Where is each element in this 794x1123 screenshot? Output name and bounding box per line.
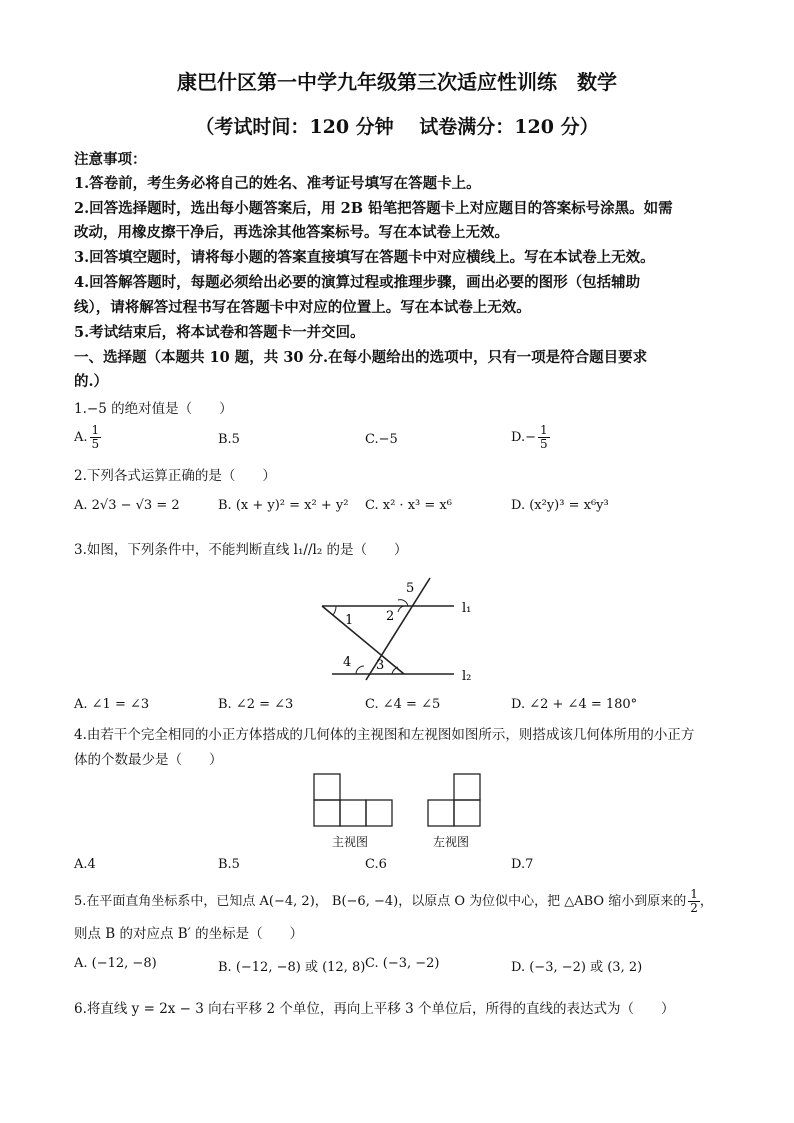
q1-option-d[interactable]: [511, 424, 550, 451]
q5-option-b[interactable]: B. (−12, −8) 或 (12, 8): [218, 960, 366, 975]
q5-stem-line2: 则点 B 的对应点 B′ 的坐标是（ ）: [74, 926, 304, 942]
note-2b: 改动，用橡皮擦干净后，再选涂其他答案标号。写在本试卷上无效。: [74, 224, 509, 241]
note-4a: 4.回答解答题时，每题必须给出必要的演算过程或推理步骤，画出必要的图形（包括辅助: [74, 274, 641, 291]
q1-stem: 1.−5 的绝对值是（ ）: [74, 401, 233, 417]
exam-subtitle: （考试时间：120 分钟 试卷满分：120 分）: [195, 116, 599, 138]
q1-d-num: 1: [539, 423, 548, 437]
q5-option-c[interactable]: C. (−3, −2): [365, 956, 440, 971]
left-view-cube: [428, 800, 454, 826]
q4-option-c[interactable]: C.6: [365, 857, 387, 872]
angle-5-arc: [398, 600, 408, 606]
angle-label-1: 1: [345, 613, 354, 628]
q4-stem-line1: 4.由若干个完全相同的小正方体搭成的几何体的主视图和左视图如图所示，则搭成该几何体所用的小正方: [74, 727, 695, 743]
q5-option-a[interactable]: A. (−12, −8): [74, 956, 157, 971]
q5-stem-line1: [74, 888, 713, 915]
note-3: 3.回答填空题时，请将每小题的答案直接填写在答题卡中对应横线上。写在本试卷上无效。: [74, 249, 655, 266]
q1-d-prefix: D.−: [511, 430, 536, 445]
q1-a-prefix: A.: [74, 430, 88, 445]
q2-option-a[interactable]: A. 2√3 − √3 = 2: [74, 498, 180, 513]
q1-option-b[interactable]: B.5: [218, 432, 240, 447]
left-view-cube: [454, 800, 480, 826]
q1-option-c[interactable]: C.−5: [365, 432, 398, 447]
front-view-cube: [340, 800, 366, 826]
angle-1-arc: [333, 606, 336, 615]
three-view-figure: [312, 772, 492, 832]
line-label-l2: l₂: [462, 669, 472, 684]
q4-option-b[interactable]: B.5: [218, 857, 240, 872]
angle-label-4: 4: [343, 655, 352, 670]
line-label-l1: l₁: [462, 601, 472, 616]
q3-option-c[interactable]: C. ∠4 = ∠5: [365, 697, 441, 712]
q2-option-b[interactable]: B. (x + y)² = x² + y²: [218, 498, 349, 513]
note-4b: 线），请将解答过程书写在答题卡中对应的位置上。写在本试卷上无效。: [74, 299, 531, 316]
q1-a-den: 5: [91, 437, 100, 451]
q2-option-c[interactable]: C. x² · x³ = x⁶: [365, 498, 452, 513]
q4-stem-line2: 体的个数最少是（ ）: [74, 752, 223, 768]
q5-stem-text: 5.在平面直角坐标系中，已知点 A(−4, 2)， B(−6, −4)，以原点 O 为位似中心，把 △ABO 缩小到原来的: [74, 894, 687, 909]
q4-option-a[interactable]: A.4: [74, 857, 96, 872]
parallel-lines-figure: [318, 572, 484, 686]
q4-option-d[interactable]: D.7: [511, 857, 534, 872]
q6-stem: 6.将直线 y = 2x − 3 向右平移 2 个单位，再向上平移 3 个单位后，所得的直线的表达式为（ ）: [74, 1001, 675, 1017]
angle-label-2: 2: [386, 609, 395, 624]
angle-label-3: 3: [376, 658, 385, 673]
q1-a-num: 1: [91, 423, 100, 437]
q3-stem: 3.如图，下列条件中，不能判断直线 l₁//l₂ 的是（ ）: [74, 542, 408, 558]
front-view-top-cube: [314, 774, 340, 800]
front-view-label: 主视图: [332, 835, 369, 849]
q2-option-d[interactable]: D. (x²y)³ = x⁶y³: [511, 498, 609, 513]
section1-line1: 一、选择题（本题共 10 题，共 30 分.在每小题给出的选项中，只有一项是符合题目要求: [74, 349, 648, 366]
note-1: 1.答卷前，考生务必将自己的姓名、准考证号填写在答题卡上。: [74, 175, 481, 192]
q1-d-den: 5: [539, 437, 548, 451]
section1-line2: 的.）: [74, 373, 109, 390]
q3-option-b[interactable]: B. ∠2 = ∠3: [218, 697, 294, 712]
left-view-label: 左视图: [433, 835, 470, 849]
notes-heading: 注意事项：: [74, 151, 147, 168]
note-2a: 2.回答选择题时，选出每小题答案后，用 2B 铅笔把答题卡上对应题目的答案标号涂黑。如需: [74, 200, 673, 217]
angle-label-5: 5: [406, 581, 415, 596]
q1-option-a[interactable]: [74, 424, 101, 451]
q3-option-d[interactable]: D. ∠2 + ∠4 = 180°: [511, 697, 638, 712]
q5-frac-num: 1: [690, 887, 698, 901]
q5-option-d[interactable]: D. (−3, −2) 或 (3, 2): [511, 960, 643, 975]
angle-2-arc: [398, 606, 404, 612]
q3-option-a[interactable]: A. ∠1 = ∠3: [74, 697, 150, 712]
front-view-cube: [366, 800, 392, 826]
note-5: 5.考试结束后，将本试卷和答题卡一并交回。: [74, 324, 365, 341]
q2-stem: 2.下列各式运算正确的是（ ）: [74, 468, 276, 484]
q5-frac-suffix: ，: [699, 894, 713, 909]
q5-frac-den: 2: [690, 901, 698, 915]
angle-4-arc: [356, 666, 364, 674]
left-view-top-cube: [454, 774, 480, 800]
exam-title: 康巴什区第一中学九年级第三次适应性训练 数学: [177, 70, 617, 94]
front-view-cube: [314, 800, 340, 826]
